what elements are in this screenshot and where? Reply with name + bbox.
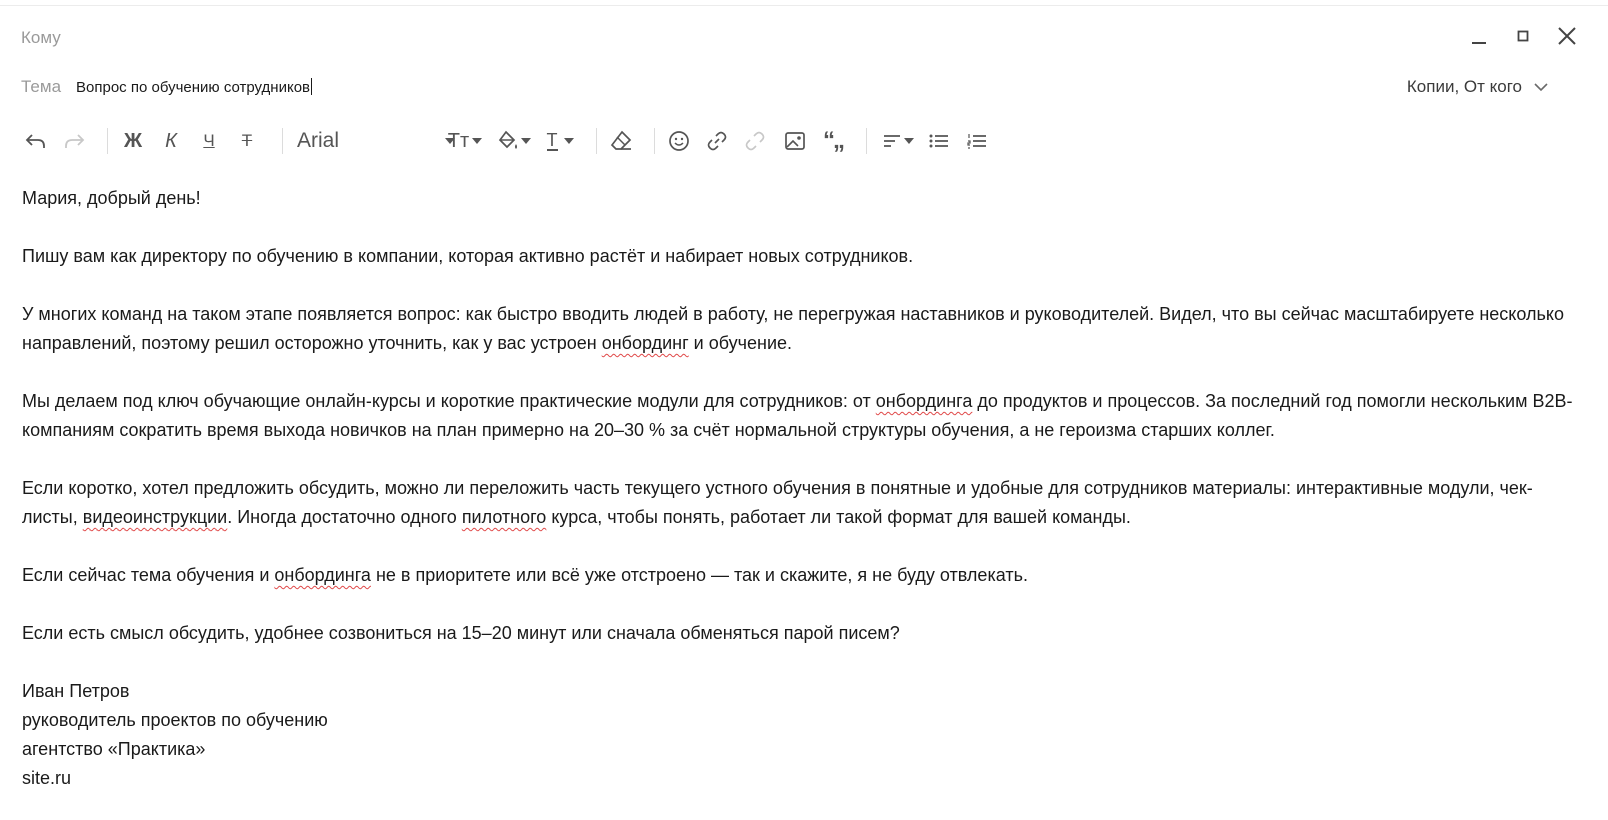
underline-button[interactable] <box>196 124 222 158</box>
body-paragraph: Если есть смысл обсудить, удобнее созвониться на 15–20 минут или сначала обменяться парой писем? <box>22 623 900 643</box>
redo-icon <box>63 132 85 150</box>
bold-button[interactable] <box>120 124 146 158</box>
window-controls <box>1468 24 1578 48</box>
fill-color-button[interactable] <box>494 124 534 158</box>
signature-title: руководитель проектов по обучению <box>22 710 328 730</box>
text-color-button[interactable] <box>540 124 580 158</box>
image-icon <box>784 130 806 152</box>
message-body[interactable] <box>22 184 1582 793</box>
text-run: до продуктов и процессов. За последний год помогли нескольким B2B-компаниям сократить время выхода новичков на план примерно на 20–30 % за счёт нормальной структуры обучения, а не героизма старших коллег. <box>22 391 1573 440</box>
text-run: У многих команд на таком этапе появляется вопрос: как быстро вводить людей в работу, не перегружая наставников и руководителей. Видел, что вы сейчас масштабируете несколько направлений, поэтому решил осторожно уточнить, как у вас устроен <box>22 304 1564 353</box>
text-caret <box>311 78 312 95</box>
unlink-button[interactable] <box>740 124 770 158</box>
text-run: Мы делаем под ключ обучающие онлайн-курсы и короткие практические модули для сотрудников: от <box>22 391 876 411</box>
to-field[interactable] <box>21 26 61 50</box>
quote-icon: “„ <box>823 127 843 154</box>
formatting-toolbar <box>20 124 1080 158</box>
subject-input[interactable] <box>76 78 312 96</box>
body-paragraph <box>22 300 1582 358</box>
maximize-button[interactable] <box>1512 24 1534 48</box>
caret-down-icon <box>904 138 914 144</box>
minimize-icon <box>1470 26 1488 46</box>
misspelled-word: онбординга <box>274 565 371 585</box>
copies-label: Копии, От кого <box>1406 77 1522 96</box>
toolbar-separator <box>654 128 655 154</box>
misspelled-word: онбординг <box>601 333 689 353</box>
misspelled-word: пилотного <box>461 507 547 527</box>
clear-format-icon <box>609 130 633 152</box>
to-label: Кому <box>21 28 61 47</box>
toolbar-separator <box>866 128 867 154</box>
italic-button[interactable] <box>158 124 184 158</box>
toolbar-separator <box>282 128 283 154</box>
link-icon <box>706 130 728 152</box>
align-button[interactable] <box>878 124 918 158</box>
maximize-icon <box>1516 29 1530 43</box>
body-paragraph: Пишу вам как директору по обучению в компании, которая активно растёт и набирает новых сотрудников. <box>22 246 914 266</box>
signature-company: агентство «Практика» <box>22 739 206 759</box>
font-size-button[interactable] <box>445 124 485 158</box>
bulleted-list-icon <box>929 133 949 149</box>
link-button[interactable] <box>702 124 732 158</box>
misspelled-word: видеоинструкции <box>82 507 228 527</box>
subject-field[interactable] <box>21 75 312 99</box>
top-divider <box>0 5 1608 6</box>
underline-icon: Ч <box>203 131 215 150</box>
copies-from-toggle[interactable] <box>1407 75 1548 99</box>
font-family-select[interactable] <box>297 124 457 158</box>
chevron-down-icon <box>1534 82 1548 92</box>
undo-icon <box>25 132 47 150</box>
italic-icon: К <box>165 129 177 152</box>
subject-label: Тема <box>21 77 62 96</box>
clear-format-button[interactable] <box>606 124 636 158</box>
font-family-value: Arial <box>297 129 340 152</box>
numbered-list-button[interactable] <box>964 124 990 158</box>
text-color-icon: Т <box>546 130 558 150</box>
emoji-icon <box>668 130 690 152</box>
misspelled-word: онбординга <box>875 391 973 411</box>
strikethrough-icon: Т <box>241 131 253 150</box>
caret-down-icon <box>564 138 574 144</box>
text-run: не в приоритете или всё уже отстроено — так и скажите, я не буду отвлекать. <box>370 565 1028 585</box>
body-paragraph <box>22 474 1582 532</box>
text-run: Если коротко, хотел предложить обсудить, можно ли переложить часть текущего устного обучения в понятные и удобные для сотрудников материалы: интерактивные модули, чек-листы, <box>22 478 1533 527</box>
close-button[interactable] <box>1556 24 1578 48</box>
greeting: Мария, добрый день! <box>22 188 201 208</box>
quote-button[interactable] <box>816 124 850 158</box>
align-icon <box>883 133 901 149</box>
font-size-icon: Тт <box>447 129 470 152</box>
caret-down-icon <box>472 138 482 144</box>
strikethrough-button[interactable] <box>234 124 260 158</box>
caret-down-icon <box>521 138 531 144</box>
undo-button[interactable] <box>22 124 50 158</box>
body-paragraph <box>22 387 1582 445</box>
text-run: Если сейчас тема обучения и <box>22 565 275 585</box>
text-run: и обучение. <box>688 333 793 353</box>
numbered-list-icon <box>967 133 987 149</box>
signature-name: Иван Петров <box>22 681 130 701</box>
bold-icon: Ж <box>123 129 143 152</box>
minimize-button[interactable] <box>1468 24 1490 48</box>
emoji-button[interactable] <box>664 124 694 158</box>
unlink-icon <box>744 130 766 152</box>
signature <box>22 677 1582 793</box>
signature-site: site.ru <box>22 768 72 788</box>
body-paragraph <box>22 561 1582 590</box>
close-icon <box>1557 26 1577 46</box>
text-run: . Иногда достаточно одного <box>227 507 462 527</box>
toolbar-separator <box>107 128 108 154</box>
bulleted-list-button[interactable] <box>926 124 952 158</box>
text-run: курса, чтобы понять, работает ли такой формат для вашей команды. <box>546 507 1131 527</box>
subject-value: Вопрос по обучению сотрудников <box>76 79 311 96</box>
image-button[interactable] <box>780 124 810 158</box>
redo-button[interactable] <box>60 124 88 158</box>
toolbar-separator <box>596 128 597 154</box>
fill-color-icon <box>497 130 519 152</box>
